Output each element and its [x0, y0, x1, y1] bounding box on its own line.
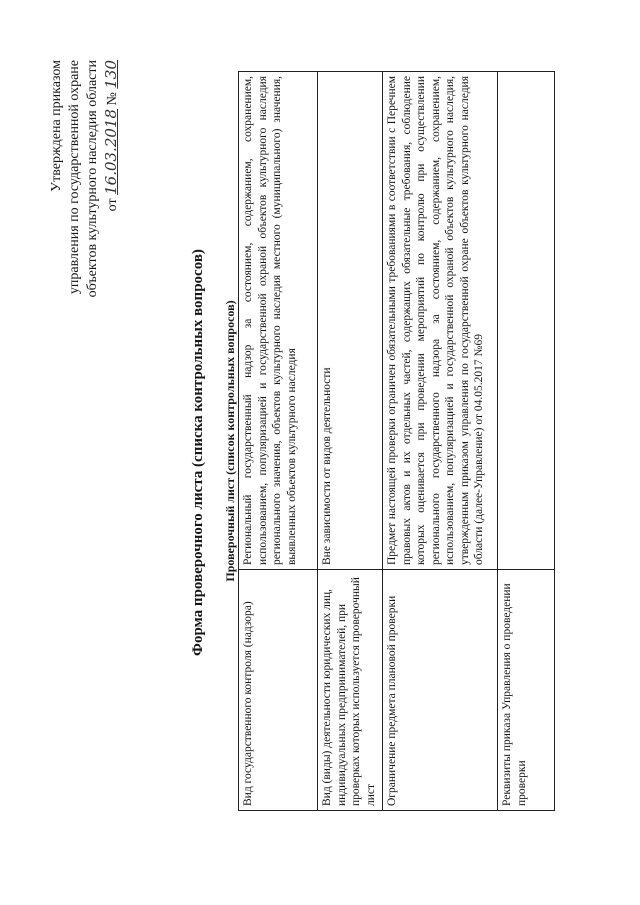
row-value [498, 72, 555, 570]
approval-stamp-block [48, 60, 122, 400]
handwritten-date: 16.03.2018 [102, 109, 120, 195]
date-prefix: от [105, 198, 120, 212]
form-title: Форма проверочного листа (списка контрольных вопросов) [190, 249, 206, 656]
table-row [498, 72, 555, 811]
row-label: Вид (виды) деятельности юридических лиц, индивидуальных предпринимателей, при проверках которых используется проверочный лист [318, 570, 383, 811]
row-value: Вне зависимости от видов деятельности [318, 72, 383, 570]
approval-line-1: Утверждена приказом [49, 60, 64, 192]
row-value: Региональный государственный надзор за состоянием, содержанием, сохранением, использованием, популяризацией и государственной охраной объектов культурного наследия регионального значения, объектов культурного наследия местного (муниципального) значения, выявленных объектов культурного наследия [239, 72, 318, 570]
table-row [383, 72, 498, 811]
checklist-table [238, 71, 555, 811]
table-row [239, 72, 318, 811]
approval-line-3: объектов культурного наследия области [85, 60, 100, 298]
row-label: Реквизиты приказа Управления о проведении проверки [498, 570, 555, 811]
table-row [318, 72, 383, 811]
approval-line-2: управления по государственной охране [67, 60, 82, 295]
number-prefix: № [105, 92, 120, 106]
approval-date-line [102, 60, 122, 400]
handwritten-number: 130 [102, 60, 120, 89]
row-label: Ограничение предмета плановой проверки [383, 570, 498, 811]
row-label: Вид государственного контроля (надзора) [239, 570, 318, 811]
table-heading: Проверочный лист (список контрольных вопросов) [223, 300, 237, 582]
row-value: Предмет настоящей проверки ограничен обязательными требованиями в соответствии с Перечнем правовых актов и их отдельных частей, содержащих обязательные требования, соблюдение которых оценивается при проведении мероприятий по контролю при осуществлении регионального государственного надзора за состоянием, содержанием, сохранением, использованием, популяризацией и государственной охраной объектов культурного наследия, утвержденным приказом управления по государственной охране объектов культурного наследия области (далее-Управление) от 04.05.2017 №69 [383, 72, 498, 570]
